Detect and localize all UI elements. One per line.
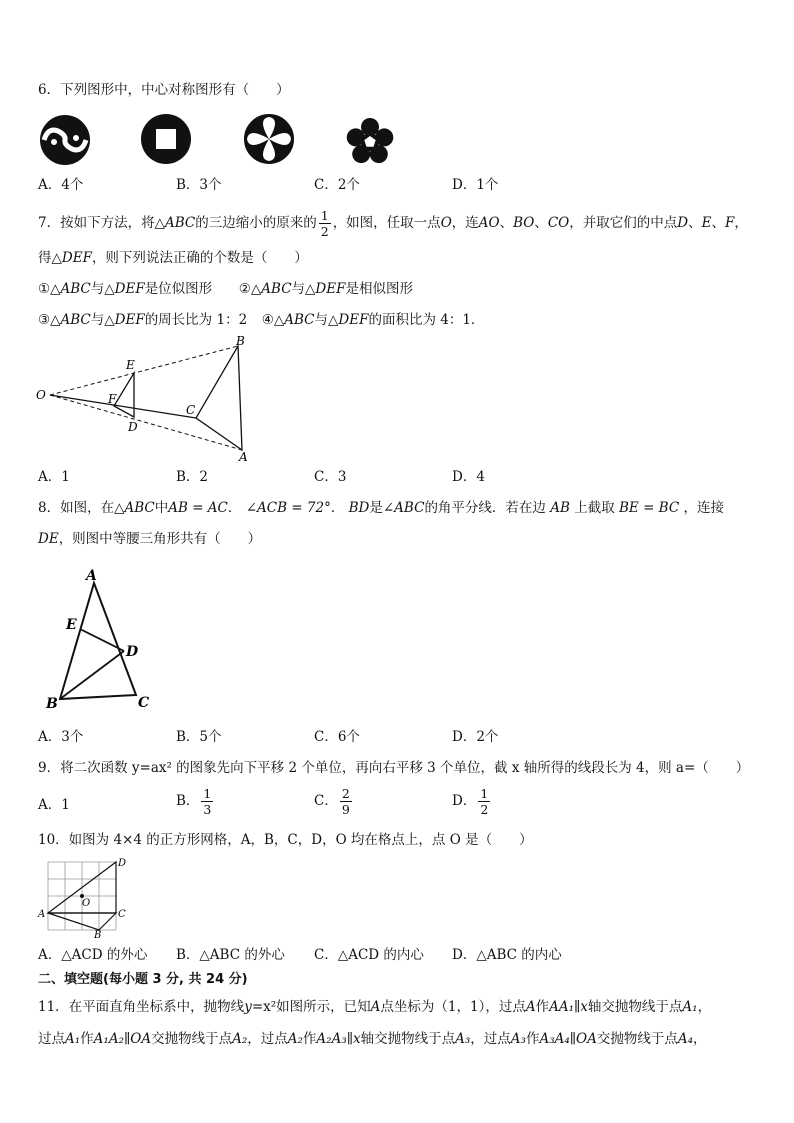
q7-statements-1-2: ①△ABC与△DEF是位似图形 ②△ABC与△DEF是相似图形: [38, 281, 413, 297]
q7-label-f: F: [108, 392, 117, 406]
q10-option-d[interactable]: D．△ABC 的内心: [452, 947, 562, 963]
q9-option-c[interactable]: C． $\frac{2}{9}$: [314, 786, 350, 817]
q7-stem-line2: 得△DEF，则下列说法正确的个数是（ ）: [38, 250, 308, 266]
q8-label-d: D: [126, 644, 139, 660]
q8-stem-line2: DE，则图中等腰三角形共有（ ）: [38, 531, 262, 547]
q8-label-a: A: [86, 568, 97, 584]
q8-label-b: B: [46, 696, 58, 712]
q10-option-a[interactable]: A．△ACD 的外心: [38, 947, 148, 963]
q6-option-b[interactable]: B．3个: [176, 177, 222, 193]
q11-stem-line2: 过点A₁作A₁A₂∥OA交抛物线于点A₂，过点A₂作A₂A₃∥x轴交抛物线于点A₃，过点A₃作A₃A₄∥OA交抛物线于点A₄，: [38, 1031, 707, 1047]
q11-stem-line1: 11．在平面直角坐标系中，抛物线y=x²如图所示，已知A点坐标为（1，1），过点A作AA₁∥x轴交抛物线于点A₁，: [38, 999, 712, 1015]
q8-isosceles-figure: [40, 565, 160, 717]
q10-stem: 10．如图为 4×4 的正方形网格，A，B，C，D，O 均在格点上，点 O 是（ ）: [38, 832, 533, 848]
q7-option-a[interactable]: A．1: [38, 469, 70, 485]
q7-stem-line1: 7．按如下方法，将△ABC的三边缩小的原来的 $\frac{1}{2}$ ，如图，任取一点O，连AO、BO、CO，并取它们的中点D、E、F，: [38, 208, 748, 239]
q10-option-c[interactable]: C．△ACD 的内心: [314, 947, 424, 963]
q6-stem: 6．下列图形中，中心对称图形有（ ）: [38, 82, 290, 98]
q10-label-b: B: [94, 930, 102, 938]
q10-option-b[interactable]: B．△ABC 的外心: [176, 947, 285, 963]
q9-option-d[interactable]: D． $\frac{1}{2}$: [452, 786, 489, 817]
five-petal-flower-icon: [345, 118, 395, 166]
square-hole-coin-icon: [140, 113, 192, 165]
one-half-fraction: $\frac{1}{2}$: [320, 208, 329, 239]
q9-option-b[interactable]: B． $\frac{1}{3}$: [176, 786, 212, 817]
q6-option-a[interactable]: A．4个: [38, 177, 84, 193]
q7-label-o: O: [36, 388, 46, 402]
q6-option-c[interactable]: C．2个: [314, 177, 360, 193]
q7-label-a: A: [239, 450, 248, 463]
q8-option-c[interactable]: C．6个: [314, 729, 360, 745]
q8-label-e: E: [66, 617, 77, 633]
q10-grid-figure: [34, 856, 134, 938]
q10-label-c: C: [118, 909, 126, 920]
q7-label-c: C: [186, 403, 196, 417]
q7-option-b[interactable]: B．2: [176, 469, 209, 485]
q7-homothety-figure: [34, 333, 254, 463]
q6-option-d[interactable]: D．1个: [452, 177, 499, 193]
q8-option-b[interactable]: B．5个: [176, 729, 222, 745]
section-title-fill-in: 二、填空题(每小题 3 分, 共 24 分): [38, 972, 248, 987]
q7-label-b: B: [236, 334, 245, 348]
q8-option-a[interactable]: A．3个: [38, 729, 84, 745]
q8-stem-line1: 8．如图，在△ABC中AB = AC． ∠ACB = 72°． BD是∠ABC的角平分线．若在边 AB 上截取 BE = BC ，连接: [38, 500, 724, 516]
q7-option-c[interactable]: C．3: [314, 469, 347, 485]
q7-statements-3-4: ③△ABC与△DEF的周长比为 1：2 ④△ABC与△DEF的面积比为 4：1．: [38, 312, 485, 328]
q9-stem: 9．将二次函数 y=ax² 的图象先向下平移 2 个单位，再向右平移 3 个单位，截 x 轴所得的线段长为 4，则 a=（ ）: [38, 760, 750, 776]
q9-option-a[interactable]: A．1: [38, 797, 70, 813]
q7-option-d[interactable]: D．4: [452, 469, 485, 485]
four-petal-circle-icon: [243, 113, 295, 165]
q8-label-c: C: [138, 695, 150, 711]
q8-option-d[interactable]: D．2个: [452, 729, 499, 745]
q7-label-e: E: [126, 358, 135, 372]
q10-label-d: D: [118, 858, 127, 869]
q10-label-a: A: [38, 909, 46, 920]
swirl-yin-yang-icon: [38, 113, 92, 167]
q10-label-o: O: [82, 898, 91, 909]
q7-label-d: D: [128, 420, 138, 434]
